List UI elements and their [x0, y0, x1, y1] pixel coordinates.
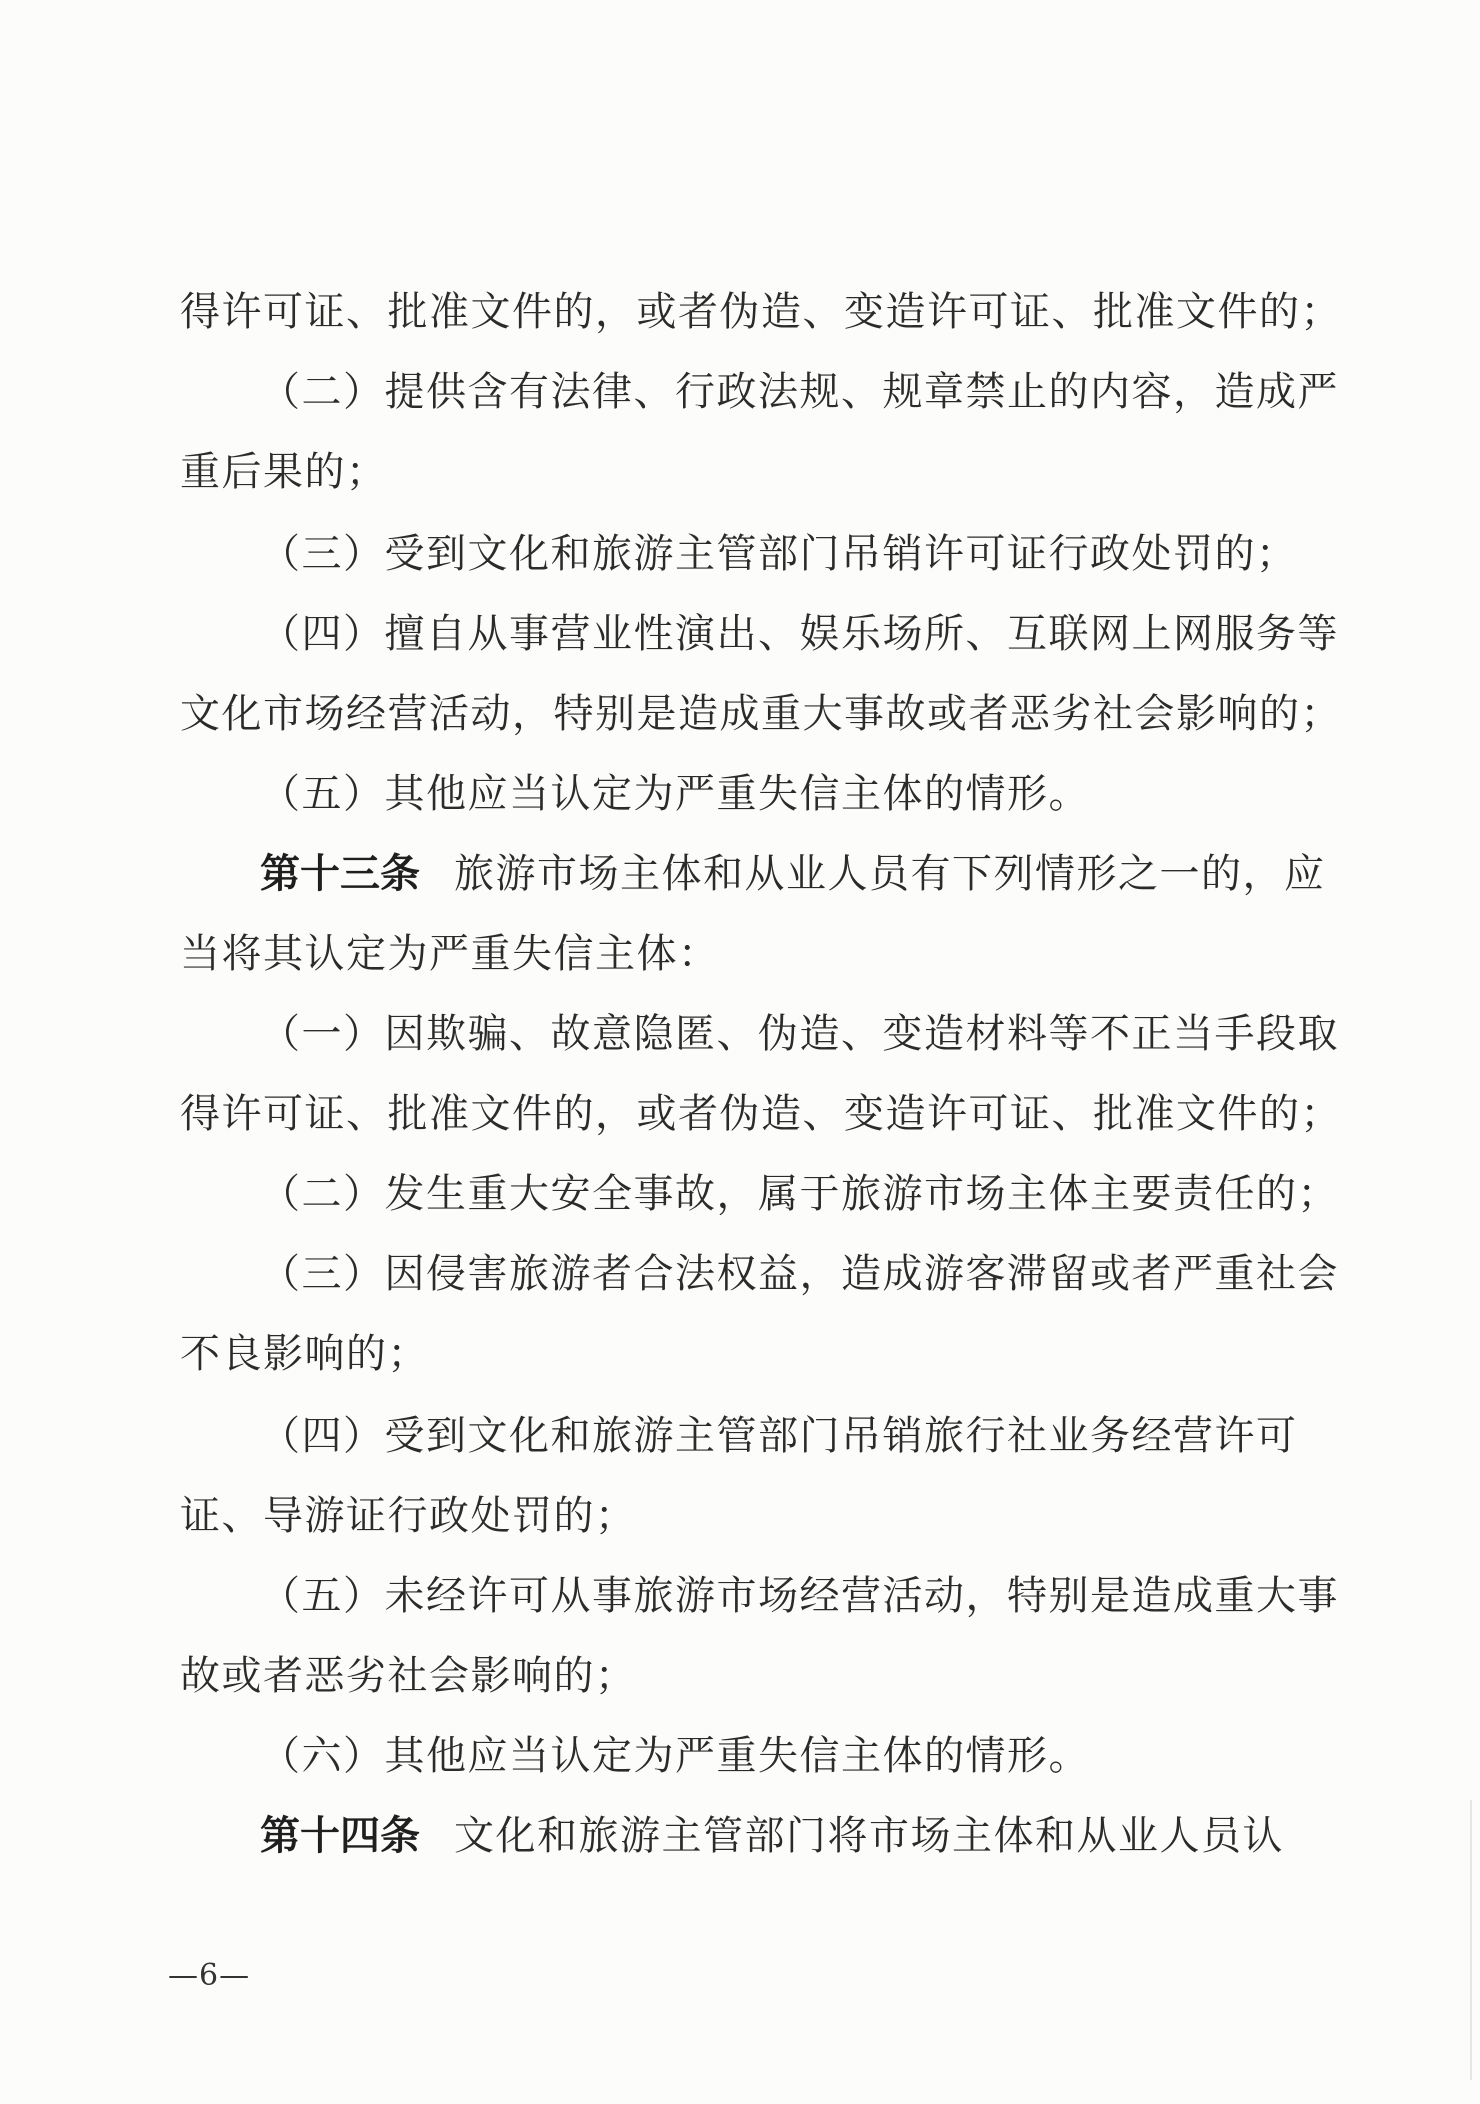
- text-line: 得许可证、批准文件的，或者伪造、变造许可证、批准文件的；: [180, 1091, 1342, 1137]
- article-13-line: [260, 846, 1326, 902]
- text-line: （二）提供含有法律、行政法规、规章禁止的内容，造成严: [260, 369, 1339, 415]
- text-line: （六）其他应当认定为严重失信主体的情形。: [260, 1733, 1090, 1779]
- text-line: 故或者恶劣社会影响的；: [180, 1653, 637, 1699]
- text-line: 当将其认定为严重失信主体：: [180, 931, 720, 977]
- text-line: （四）擅自从事营业性演出、娱乐场所、互联网上网服务等: [260, 611, 1339, 657]
- page-number: —6—: [168, 1958, 251, 1993]
- article-14-text: 文化和旅游主管部门将市场主体和从业人员认: [454, 1813, 1284, 1859]
- text-line: 证、导游证行政处罚的；: [180, 1493, 637, 1539]
- article-14-line: [260, 1808, 1284, 1864]
- text-line: （一）因欺骗、故意隐匿、伪造、变造材料等不正当手段取: [260, 1011, 1339, 1057]
- text-line: （四）受到文化和旅游主管部门吊销旅行社业务经营许可: [260, 1413, 1298, 1459]
- text-line: 文化市场经营活动，特别是造成重大事故或者恶劣社会影响的；: [180, 691, 1342, 737]
- article-13-text: 旅游市场主体和从业人员有下列情形之一的，应: [454, 851, 1326, 897]
- text-line: （五）未经许可从事旅游市场经营活动，特别是造成重大事: [260, 1573, 1339, 1619]
- text-line: （三）因侵害旅游者合法权益，造成游客滞留或者严重社会: [260, 1251, 1339, 1297]
- article-14-heading: 第十四条: [260, 1813, 420, 1859]
- text-line: （五）其他应当认定为严重失信主体的情形。: [260, 771, 1090, 817]
- article-13-heading: 第十三条: [260, 851, 420, 897]
- text-line: 不良影响的；: [180, 1331, 429, 1377]
- text-line: 重后果的；: [180, 449, 388, 495]
- text-line: （二）发生重大安全事故，属于旅游市场主体主要责任的；: [260, 1171, 1339, 1217]
- text-line: 得许可证、批准文件的，或者伪造、变造许可证、批准文件的；: [180, 289, 1342, 335]
- text-line: （三）受到文化和旅游主管部门吊销许可证行政处罚的；: [260, 531, 1298, 577]
- scan-edge-line: [1470, 1800, 1472, 2080]
